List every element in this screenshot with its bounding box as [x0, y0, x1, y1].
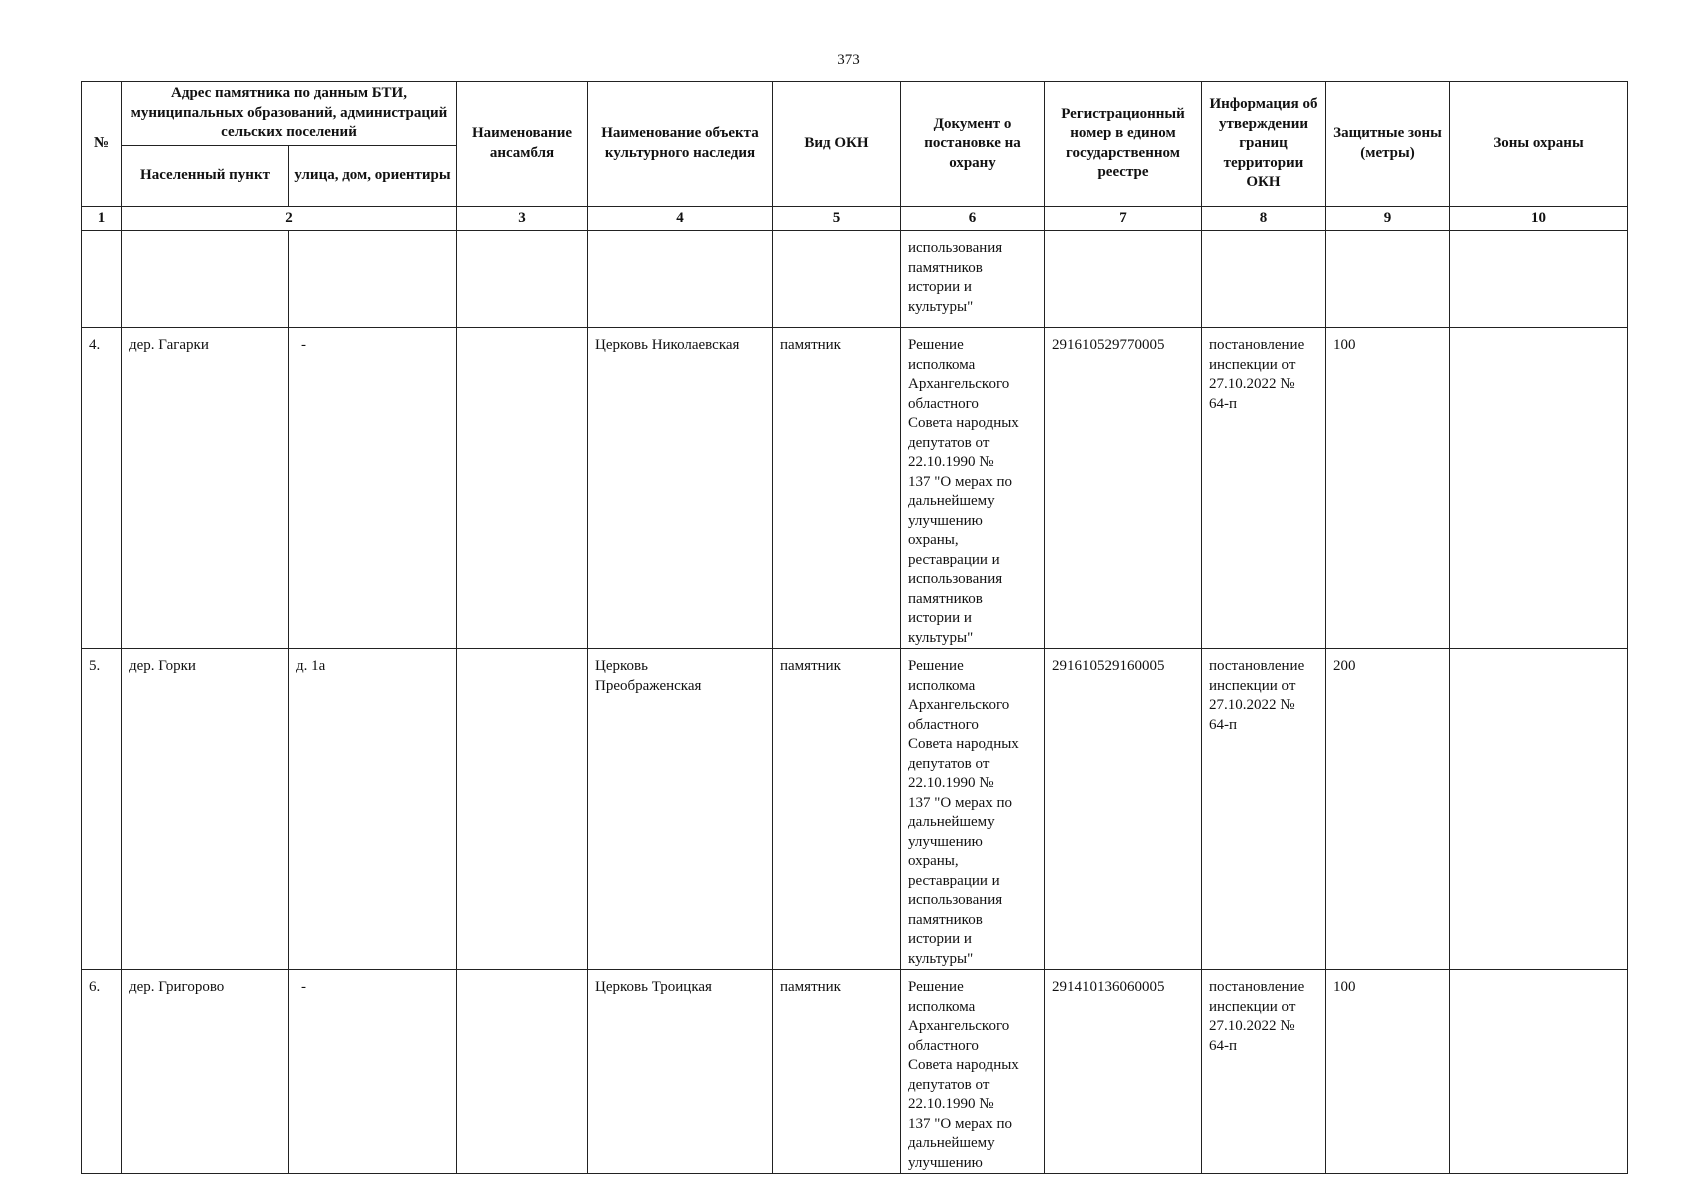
cell-document: Решение исполкома Архангельского областного Совета народных депутатов от 22.10.1990 № 137 "О мерах по дальнейшему улучшению охраны, реставрации и использования памятников истории и культуры" [901, 328, 1045, 649]
cell-ensemble [457, 231, 588, 328]
header-settlement: Населенный пункт [122, 145, 289, 206]
cell-num: 6. [82, 970, 122, 1174]
cell-protective-zones: 100 [1326, 970, 1450, 1174]
header-row-1 [82, 82, 1628, 146]
header-protective-zones: Защитные зоны (метры) [1326, 82, 1450, 207]
cell-street: - [289, 970, 457, 1174]
cell-ensemble [457, 328, 588, 649]
cell-document: Решение исполкома Архангельского областного Совета народных депутатов от 22.10.1990 № 137 "О мерах по дальнейшему улучшению охраны, реставрации и использования памятников истории и культуры" [901, 649, 1045, 970]
column-number: 7 [1045, 206, 1202, 231]
cell-object-name [588, 231, 773, 328]
header-protection-zones: Зоны охраны [1450, 82, 1628, 207]
cell-object-name: Церковь Николаевская [588, 328, 773, 649]
header-address-group: Адрес памятника по данным БТИ, муниципальных образований, администраций сельских поселений [122, 82, 457, 146]
cell-street: д. 1а [289, 649, 457, 970]
cell-protection-zones [1450, 328, 1628, 649]
column-number: 2 [122, 206, 457, 231]
cell-settlement: дер. Горки [122, 649, 289, 970]
cell-protection-zones [1450, 231, 1628, 328]
cell-settlement [122, 231, 289, 328]
column-number: 3 [457, 206, 588, 231]
cell-boundaries: постановление инспекции от 27.10.2022 № 64-п [1202, 970, 1326, 1174]
cell-document: Решение исполкома Архангельского областного Совета народных депутатов от 22.10.1990 № 137 "О мерах по дальнейшему улучшению [901, 970, 1045, 1174]
cell-street: - [289, 328, 457, 649]
cell-okn-type: памятник [773, 328, 901, 649]
cell-settlement: дер. Григорово [122, 970, 289, 1174]
header-boundaries: Информация об утверждении границ территории ОКН [1202, 82, 1326, 207]
header-reg-number: Регистрационный номер в едином государственном реестре [1045, 82, 1202, 207]
header-num: № [82, 82, 122, 207]
cell-protection-zones [1450, 649, 1628, 970]
table-row [82, 970, 1628, 1174]
cell-reg-number: 291610529770005 [1045, 328, 1202, 649]
cell-ensemble [457, 649, 588, 970]
continuation-row [82, 231, 1628, 328]
column-number: 4 [588, 206, 773, 231]
cell-protective-zones [1326, 231, 1450, 328]
table-row [82, 649, 1628, 970]
column-number: 1 [82, 206, 122, 231]
table-row [82, 328, 1628, 649]
cell-okn-type [773, 231, 901, 328]
column-number: 8 [1202, 206, 1326, 231]
header-okn-type: Вид ОКН [773, 82, 901, 207]
cell-reg-number: 291610529160005 [1045, 649, 1202, 970]
cell-okn-type: памятник [773, 649, 901, 970]
cell-boundaries: постановление инспекции от 27.10.2022 № 64-п [1202, 649, 1326, 970]
header-object-name: Наименование объекта культурного наследия [588, 82, 773, 207]
column-number: 10 [1450, 206, 1628, 231]
cell-boundaries [1202, 231, 1326, 328]
header-ensemble: Наименование ансамбля [457, 82, 588, 207]
cell-reg-number [1045, 231, 1202, 328]
cell-object-name: Церковь Троицкая [588, 970, 773, 1174]
cell-num: 4. [82, 328, 122, 649]
cell-object-name: Церковь Преображенская [588, 649, 773, 970]
column-numbers-row [82, 206, 1628, 231]
cell-document: использования памятников истории и культуры" [901, 231, 1045, 328]
header-street: улица, дом, ориентиры [289, 145, 457, 206]
cell-settlement: дер. Гагарки [122, 328, 289, 649]
cell-street [289, 231, 457, 328]
cell-protective-zones: 200 [1326, 649, 1450, 970]
column-number: 9 [1326, 206, 1450, 231]
cell-num [82, 231, 122, 328]
column-number: 6 [901, 206, 1045, 231]
header-document: Документ о постановке на охрану [901, 82, 1045, 207]
cell-okn-type: памятник [773, 970, 901, 1174]
cell-ensemble [457, 970, 588, 1174]
cell-reg-number: 291410136060005 [1045, 970, 1202, 1174]
heritage-registry-table [81, 81, 1628, 1174]
column-number: 5 [773, 206, 901, 231]
cell-num: 5. [82, 649, 122, 970]
cell-protection-zones [1450, 970, 1628, 1174]
cell-boundaries: постановление инспекции от 27.10.2022 № 64-п [1202, 328, 1326, 649]
cell-protective-zones: 100 [1326, 328, 1450, 649]
page-number: 373 [837, 52, 860, 68]
